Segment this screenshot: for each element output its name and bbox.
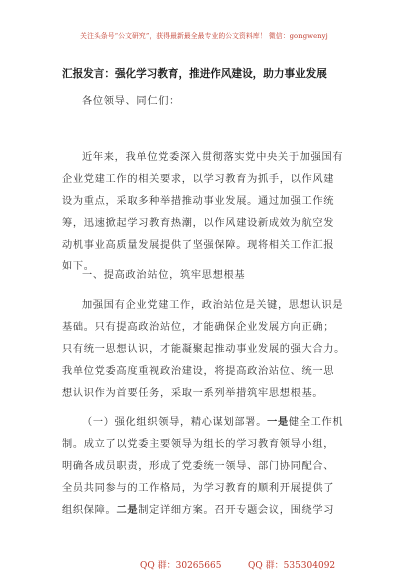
- point-one-marker: 一是: [267, 416, 289, 428]
- intro-line-4: 筹，迅速掀起学习教育热潮，以作风建设新成效为航空发: [62, 218, 335, 229]
- point-two-marker: 二是: [116, 504, 139, 516]
- intro-line-1: 近年来，我单位党委深入贯彻落实党中央关于加强国有: [82, 152, 344, 163]
- subsection1-line-3: 明确各成员职责，形成了党委统一领导、部门协同配合、: [62, 461, 335, 472]
- subsection1-line-2: 制。成立了以党委主要领导为组长的学习教育领导小组，: [62, 439, 335, 450]
- footer-qq-group-1: QQ 群：30265665: [140, 561, 222, 571]
- subsection1-line-5-start: 组织保障。: [62, 505, 117, 516]
- subsection1-line-1: [82, 412, 343, 434]
- intro-line-2: 企业党建工作的相关要求，以学习教育为抓手，以作风建: [62, 174, 335, 185]
- section1-line-2: 基础。只有提高政治站位，才能确保企业发展方向正确；: [62, 322, 335, 333]
- intro-line-6: 如下。: [62, 261, 95, 272]
- subsection1-line-1-rest: 健全工作机: [288, 417, 344, 428]
- footer-qq-group-2: QQ 群：535304092: [248, 561, 336, 571]
- header-banner: 关注头条号“公文研究”，获得最新最全最专业的公文资料库！ 微信：gongwenyj: [80, 32, 328, 40]
- subsection1-line-5: [62, 500, 334, 522]
- document-title: 汇报发言：强化学习教育，推进作风建设，助力事业发展: [62, 68, 327, 80]
- section1-heading: 一、提高政治站位，筑牢思想根基: [82, 270, 246, 281]
- section1-line-3: 只有统一思想认识，才能凝聚起推动事业发展的强大合力。: [62, 344, 346, 355]
- footer: [0, 558, 408, 572]
- intro-line-3: 设为重点，采取多种举措推动事业发展。通过加强工作统: [62, 196, 335, 207]
- section1-line-1: 加强国有企业党建工作，政治站位是关键，思想认识是: [82, 300, 344, 311]
- subsection1-heading: （一）强化组织领导，精心谋划部署。: [82, 417, 268, 428]
- salutation: 各位领导、同仁们：: [82, 96, 180, 107]
- subsection1-line-4: 全员共同参与的工作格局，为学习教育的顺利开展提供了: [62, 483, 335, 494]
- section1-line-5: 想认识作为首要任务，采取一系列举措筑牢思想根基。: [62, 388, 324, 399]
- subsection1-line-5-rest: 制定详细方案。召开专题会议，围绕学习: [138, 505, 335, 516]
- intro-line-5: 动机事业高质量发展提供了坚强保障。现将相关工作汇报: [62, 240, 335, 251]
- section1-line-4: 我单位党委高度重视政治建设，将提高政治站位、统一思: [62, 366, 335, 377]
